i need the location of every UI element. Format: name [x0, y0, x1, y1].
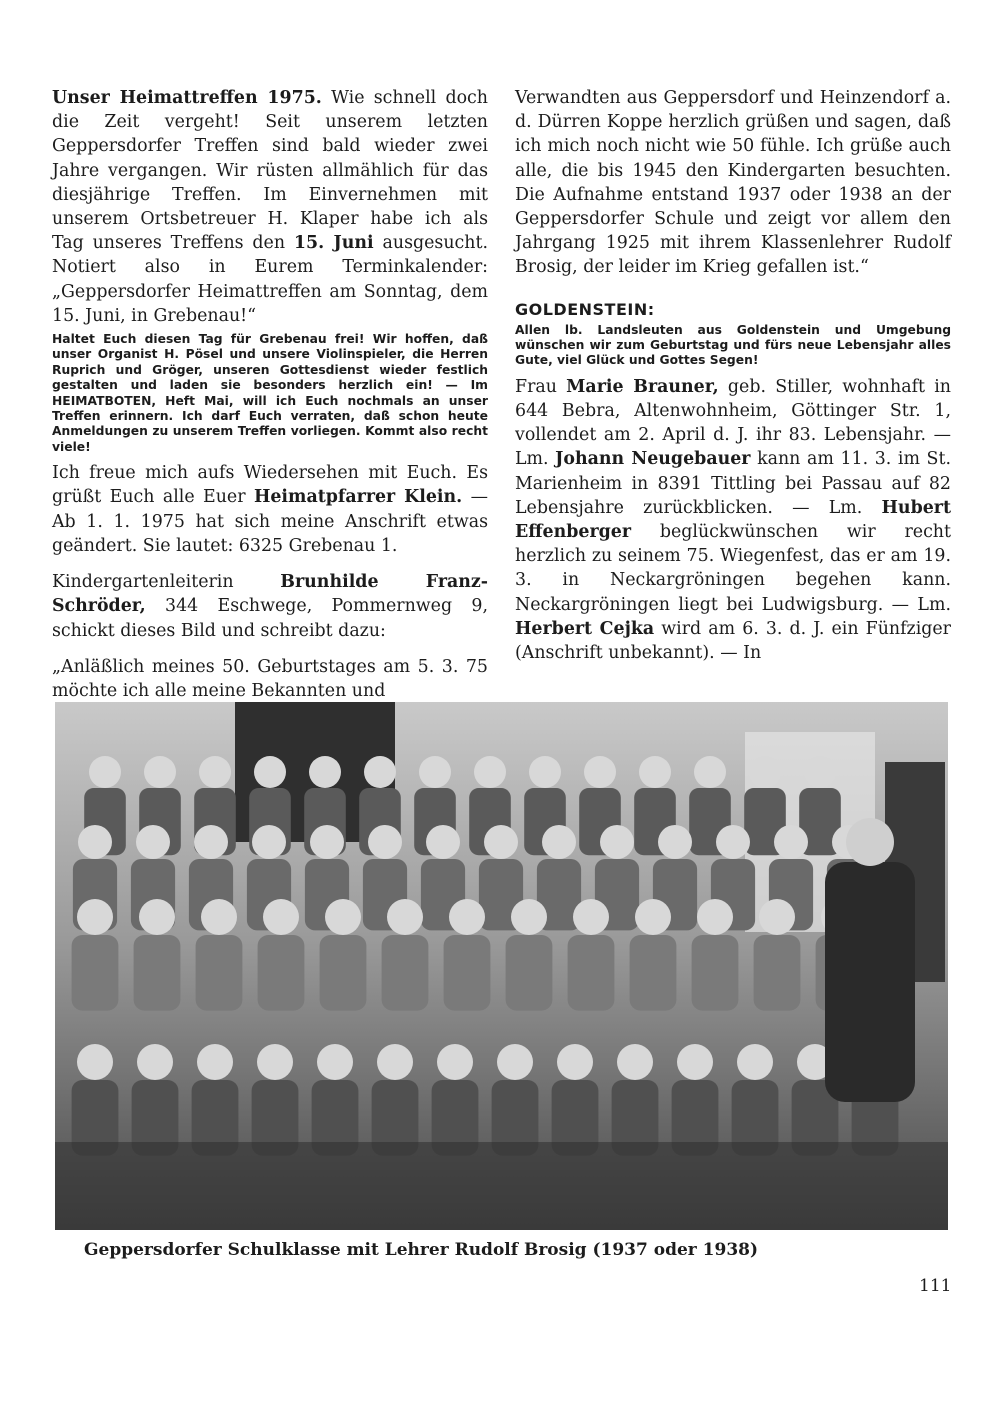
child-face: [484, 825, 518, 859]
birthday-paragraph: Frau Marie Brauner, geb. Stiller, wohnhaft in 644 Bebra, Altenwohnheim, Göttinger Str. 1, vollendet am 2. April d. J. ihr 83. Lebensjahr. — Lm. Johann Neugebauer kann am 11. 3. im St. Marienheim in 8391 Tittling bei Passau auf 82 Lebensjahre zurückblicken. — Lm. Hubert Effenberger beglückwünschen wir recht herzlich zu seinem 75. Wiegenfest, das er am 19. 3. in Neckargröningen begehen kann. Neckargröningen liegt bei Ludwigsburg. — Lm. Herbert Cejka wird am 6. 3. d. J. ein Fünfziger (Anschrift unbekannt). — In: [515, 376, 951, 664]
teacher-face: [846, 818, 894, 866]
child-face: [197, 1044, 233, 1080]
child-face: [573, 899, 609, 935]
child-face: [529, 756, 561, 788]
child-face: [78, 825, 112, 859]
child-face: [804, 756, 836, 788]
child-body: [320, 935, 367, 1011]
child-face: [511, 899, 547, 935]
child-face: [639, 756, 671, 788]
schroeder-name: Brunhilde Franz-Schröder,: [52, 572, 488, 617]
treffen-notice: Haltet Euch diesen Tag für Grebenau frei! Wir hoffen, daß unser Organist H. Pösel und unsere Violinspieler, die Herren Ruprich und Gröger, unseren Gottesdienst wieder festlich gestalten und laden sie besonders herzlich ein! — Im HEIMATBOTEN, Heft Mai, will ich Euch nochmals an unser Treffen erinnern. Ich darf Euch verraten, daß schon heute Anmeldungen zu unserem Treffen vorliegen. Kommt also recht viele!: [52, 332, 488, 454]
child-body: [444, 935, 491, 1011]
child-face: [387, 899, 423, 935]
child-face: [635, 899, 671, 935]
child-body: [196, 935, 243, 1011]
quote-continuation: Verwandten aus Geppersdorf und Heinzendorf a. d. Dürren Koppe herzlich grüßen und sagen, daß ich mich noch nicht wie 50 fühle. Ich grüße auch alle, die bis 1945 den Kindergarten besuchten. Die Aufnahme entstand 1937 oder 1938 an der Geppersdorfer Schule und zeigt vor allem den Jahrgang 1925 mit ihrem Klassenlehrer Rudolf Brosig, der leider im Krieg gefallen ist.“: [515, 88, 951, 278]
pfarrer-name: Heimatpfarrer Klein.: [253, 487, 463, 508]
child-face: [89, 756, 121, 788]
photo-caption: Geppersdorfer Schulklasse mit Lehrer Rudolf Brosig (1937 oder 1938): [84, 1240, 759, 1260]
greeting-paragraph: Ich freue mich aufs Wiedersehen mit Euch. Es grüßt Euch alle Euer Heimatpfarrer Klein. — Ab 1. 1. 1975 hat sich meine Anschrift etwas geändert. Sie lautet: 6325 Grebenau 1.: [52, 463, 488, 556]
child-face: [201, 899, 237, 935]
child-face: [325, 899, 361, 935]
child-face: [600, 825, 634, 859]
child-face: [584, 756, 616, 788]
class-photo: [55, 702, 948, 1230]
child-face: [419, 756, 451, 788]
child-face: [77, 899, 113, 935]
child-face: [497, 1044, 533, 1080]
child-face: [364, 756, 396, 788]
child-body: [754, 935, 801, 1011]
child-face: [542, 825, 576, 859]
right-column: [515, 86, 951, 665]
child-face: [136, 825, 170, 859]
quote-paragraph: „Anläßlich meines 50. Geburtstages am 5. 3. 75 möchte ich alle meine Bekannten und: [52, 656, 488, 701]
child-face: [658, 825, 692, 859]
child-face: [377, 1044, 413, 1080]
child-face: [263, 899, 299, 935]
goldenstein-heading: GOLDENSTEIN:: [515, 299, 655, 319]
child-face: [737, 1044, 773, 1080]
child-face: [254, 756, 286, 788]
child-face: [317, 1044, 353, 1080]
child-body: [258, 935, 305, 1011]
child-body: [134, 935, 181, 1011]
left-column: [52, 86, 488, 703]
child-face: [309, 756, 341, 788]
child-body: [506, 935, 553, 1011]
child-body: [72, 935, 119, 1011]
child-face: [310, 825, 344, 859]
page-number: 111: [919, 1276, 952, 1296]
child-face: [774, 825, 808, 859]
child-face: [199, 756, 231, 788]
child-face: [137, 1044, 173, 1080]
child-face: [252, 825, 286, 859]
child-body: [382, 935, 429, 1011]
goldenstein-greeting: Allen lb. Landsleuten aus Goldenstein und Umgebung wünschen wir zum Geburtstag und fürs neue Lebensjahr alles Gute, viel Glück und Gottes Segen!: [515, 322, 951, 368]
child-face: [697, 899, 733, 935]
kindergarten-paragraph: Kindergartenleiterin Brunhilde Franz-Schröder, 344 Eschwege, Pommernweg 9, schickt dieses Bild und schreibt dazu:: [52, 572, 488, 641]
child-face: [716, 825, 750, 859]
child-body: [692, 935, 739, 1011]
child-face: [426, 825, 460, 859]
child-face: [144, 756, 176, 788]
child-face: [749, 756, 781, 788]
child-face: [77, 1044, 113, 1080]
child-body: [630, 935, 677, 1011]
child-face: [437, 1044, 473, 1080]
child-face: [474, 756, 506, 788]
heimattreffen-paragraph: Unser Heimattreffen 1975. Wie schnell doch die Zeit vergeht! Seit unserem letzten Geppersdorfer Treffen sind bald wieder zwei Jahre vergangen. Wir rüsten allmählich für das diesjährige Treffen. Im Einvernehmen mit unserem Ortsbetreuer H. Klaper habe ich als Tag unseres Treffens den 15. Juni ausgesucht. Notiert also in Eurem Terminkalender: „Geppersdorfer Heimattreffen am Sonntag, dem 15. Juni, in Grebenau!“: [52, 88, 489, 326]
child-face: [759, 899, 795, 935]
child-face: [694, 756, 726, 788]
teacher-body: [825, 862, 915, 1102]
child-face: [449, 899, 485, 935]
child-face: [139, 899, 175, 935]
child-face: [368, 825, 402, 859]
child-face: [194, 825, 228, 859]
child-face: [677, 1044, 713, 1080]
heimattreffen-heading: Unser Heimattreffen 1975.: [52, 88, 322, 108]
child-body: [568, 935, 615, 1011]
child-face: [557, 1044, 593, 1080]
child-face: [617, 1044, 653, 1080]
child-face: [257, 1044, 293, 1080]
